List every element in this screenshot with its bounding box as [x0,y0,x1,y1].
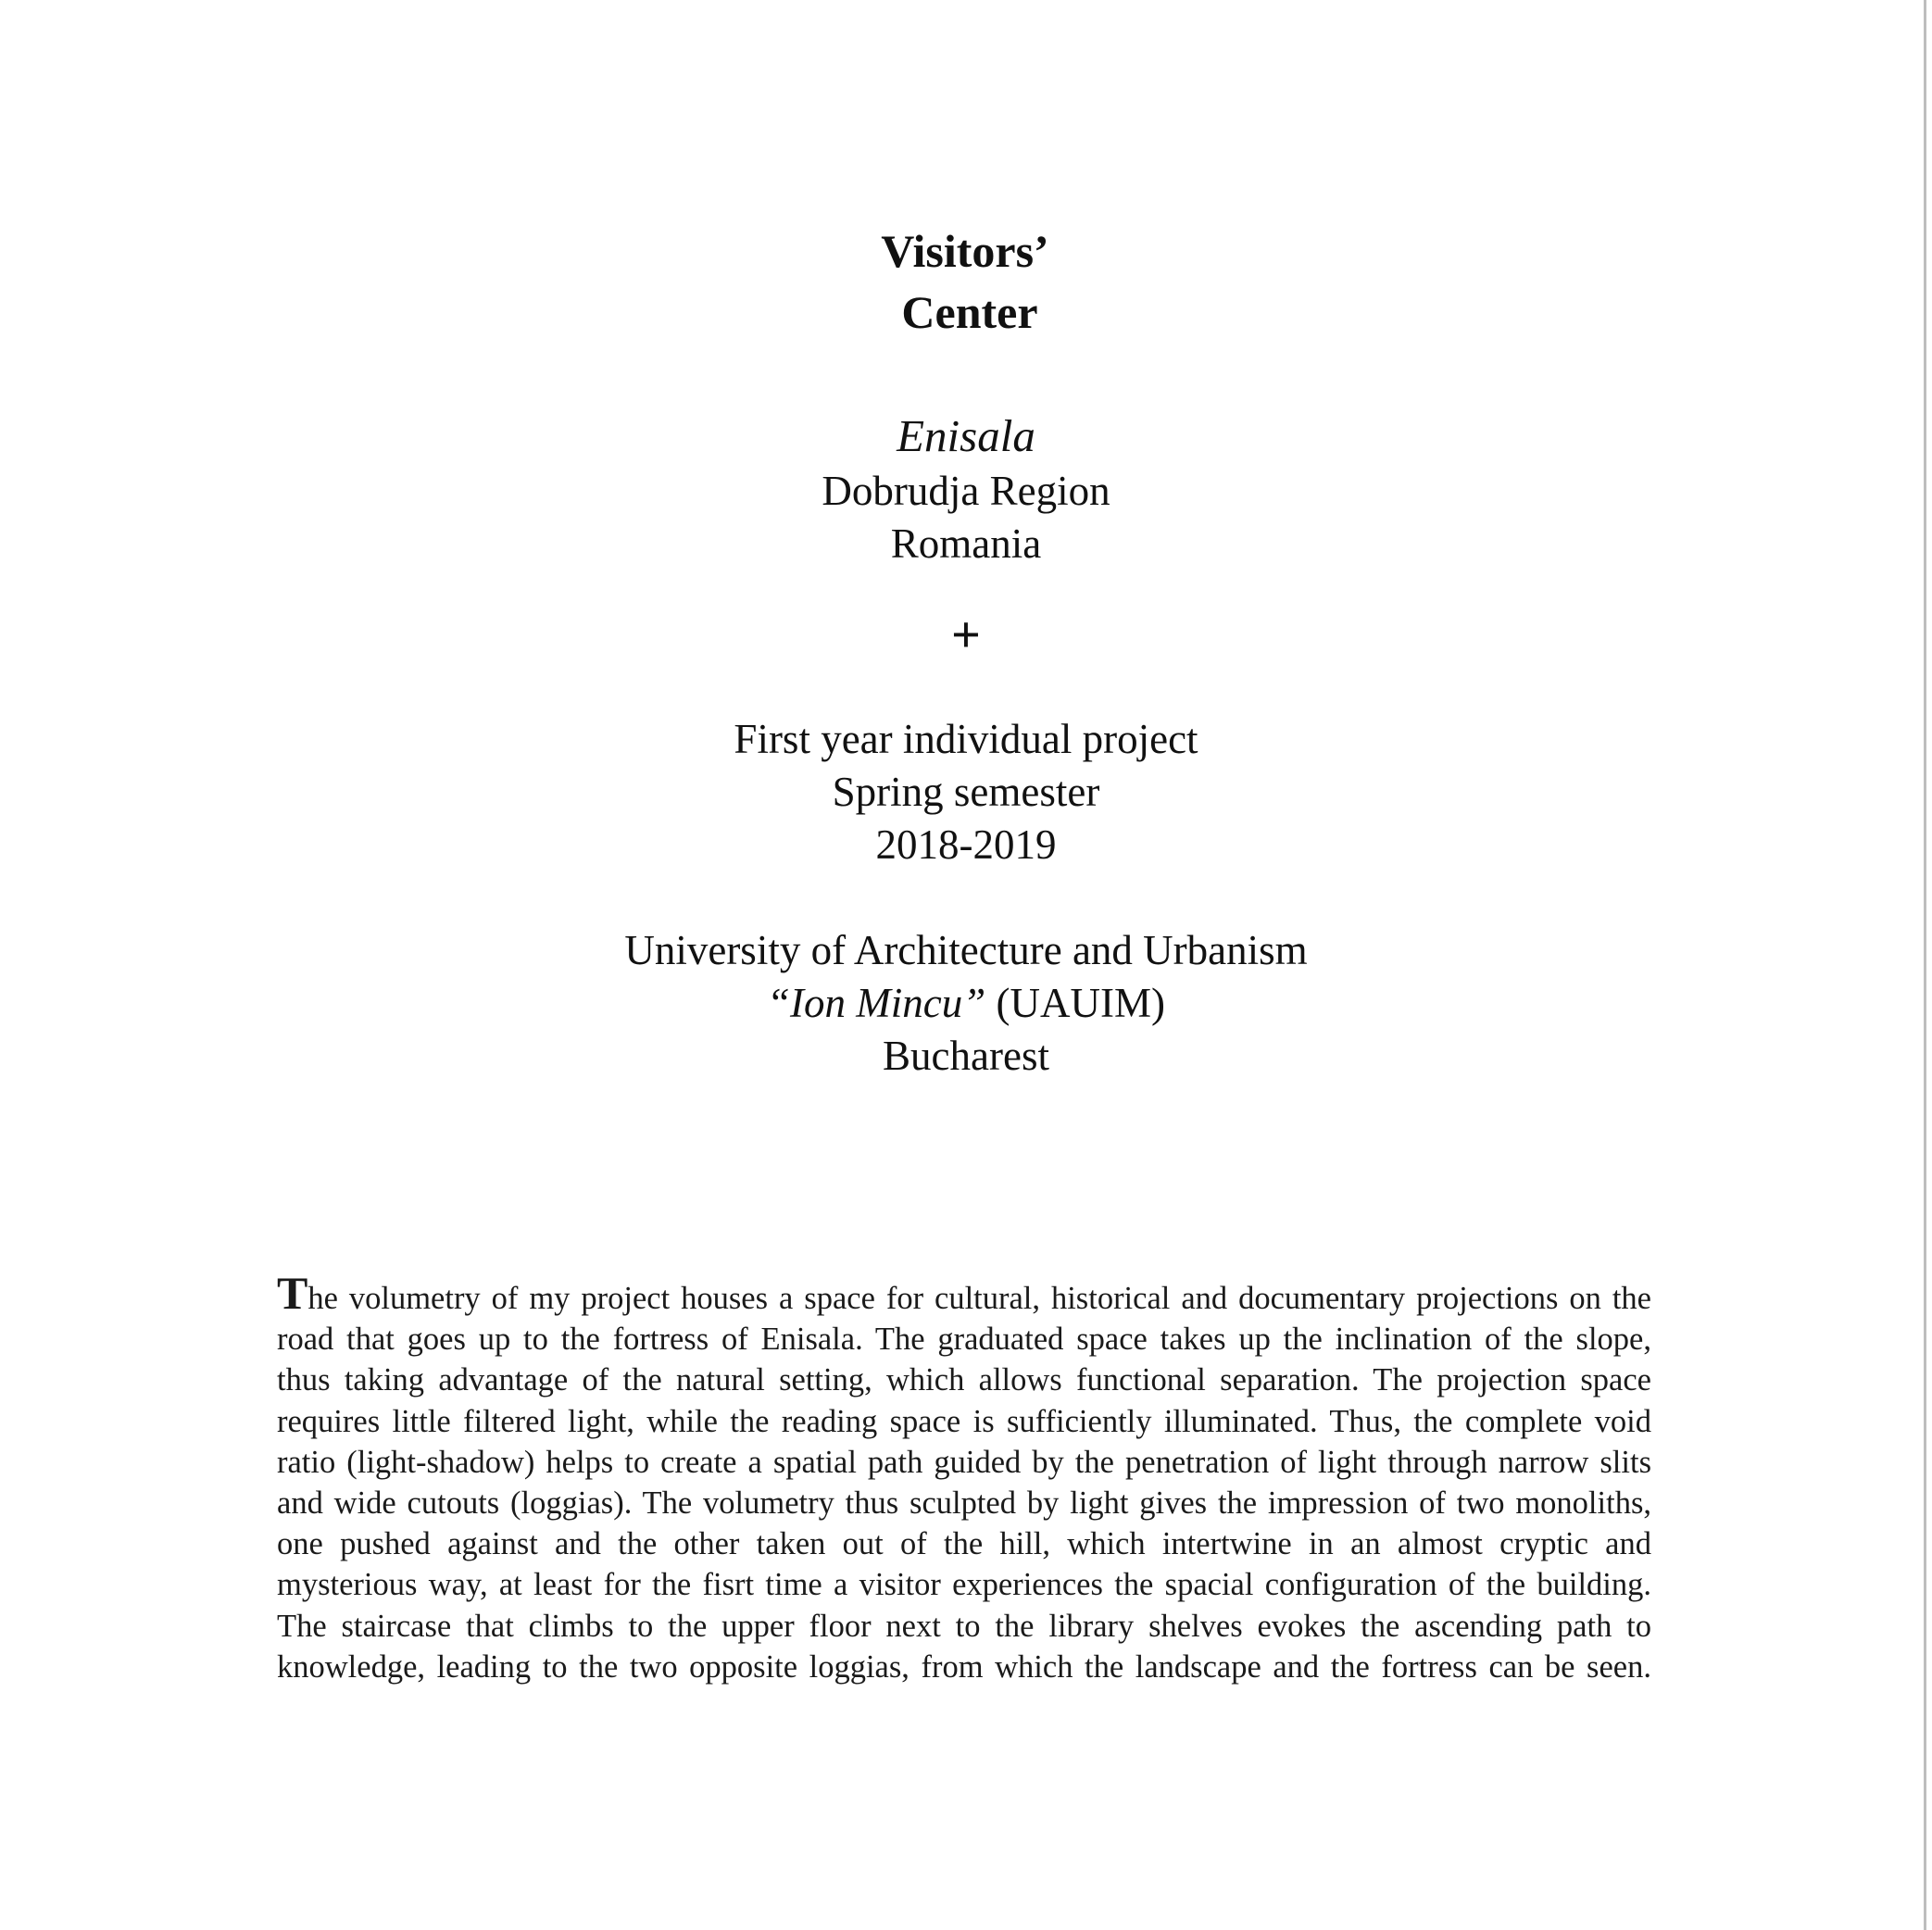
description-line: thus taking advantage of the natural setting, which allows functional separation. The projection space [277,1362,1651,1398]
institution-name: University of Architecture and Urbanism [624,927,1308,973]
description-line-text: he volumetry of my project houses a space for cultural, historical and documentary projections on the [307,1281,1651,1316]
description-line: road that goes up to the fortress of Enisala. The graduated space takes up the inclination of the slope, [277,1322,1651,1358]
description-line: and wide cutouts (loggias). The volumetry thus sculpted by light gives the impression of two monoliths, [277,1485,1651,1522]
title-line-1: Visitors’ [881,225,1049,277]
quote-open: “ [767,980,791,1026]
description-line: The staircase that climbs to the upper floor next to the library shelves evokes the ascending path to [277,1608,1651,1644]
title-line-2: Center [901,286,1038,338]
location-country: Romania [890,520,1042,567]
location-block [0,407,1932,570]
description-line: mysterious way, at least for the fisrt time a visitor experiences the spacial configuration of the building. [277,1567,1651,1603]
project-description [277,1267,1651,1687]
quote-close: ” [962,980,986,1026]
institution-honoree: Ion Mincu [790,980,963,1026]
page-title [0,220,1932,343]
description-line: knowledge, leading to the two opposite loggias, from which the landscape and the fortress can be seen. [277,1648,1651,1685]
description-line: requires little filtered light, while the reading space is sufficiently illuminated. Thus, the complete void [277,1403,1651,1439]
institution-block [0,924,1932,1083]
description-line: one pushed against and the other taken out of the hill, which intertwine in an almost cryptic and [277,1526,1651,1562]
drop-cap: T [277,1267,308,1319]
project-info-block [0,713,1932,871]
project-semester: Spring semester [832,769,1100,815]
separator-plus: + [951,607,981,664]
location-region: Dobrudja Region [822,468,1110,514]
institution-acronym: (UAUIM) [985,980,1165,1026]
description-line: ratio (light-shadow) helps to create a spatial path guided by the penetration of light through narrow slits [277,1444,1651,1480]
location-place: Enisala [897,410,1035,461]
project-type: First year individual project [734,716,1198,762]
institution-honoree-line [0,977,1932,1030]
project-years: 2018-2019 [875,821,1057,868]
description-line [277,1267,1651,1319]
institution-city: Bucharest [883,1033,1049,1079]
